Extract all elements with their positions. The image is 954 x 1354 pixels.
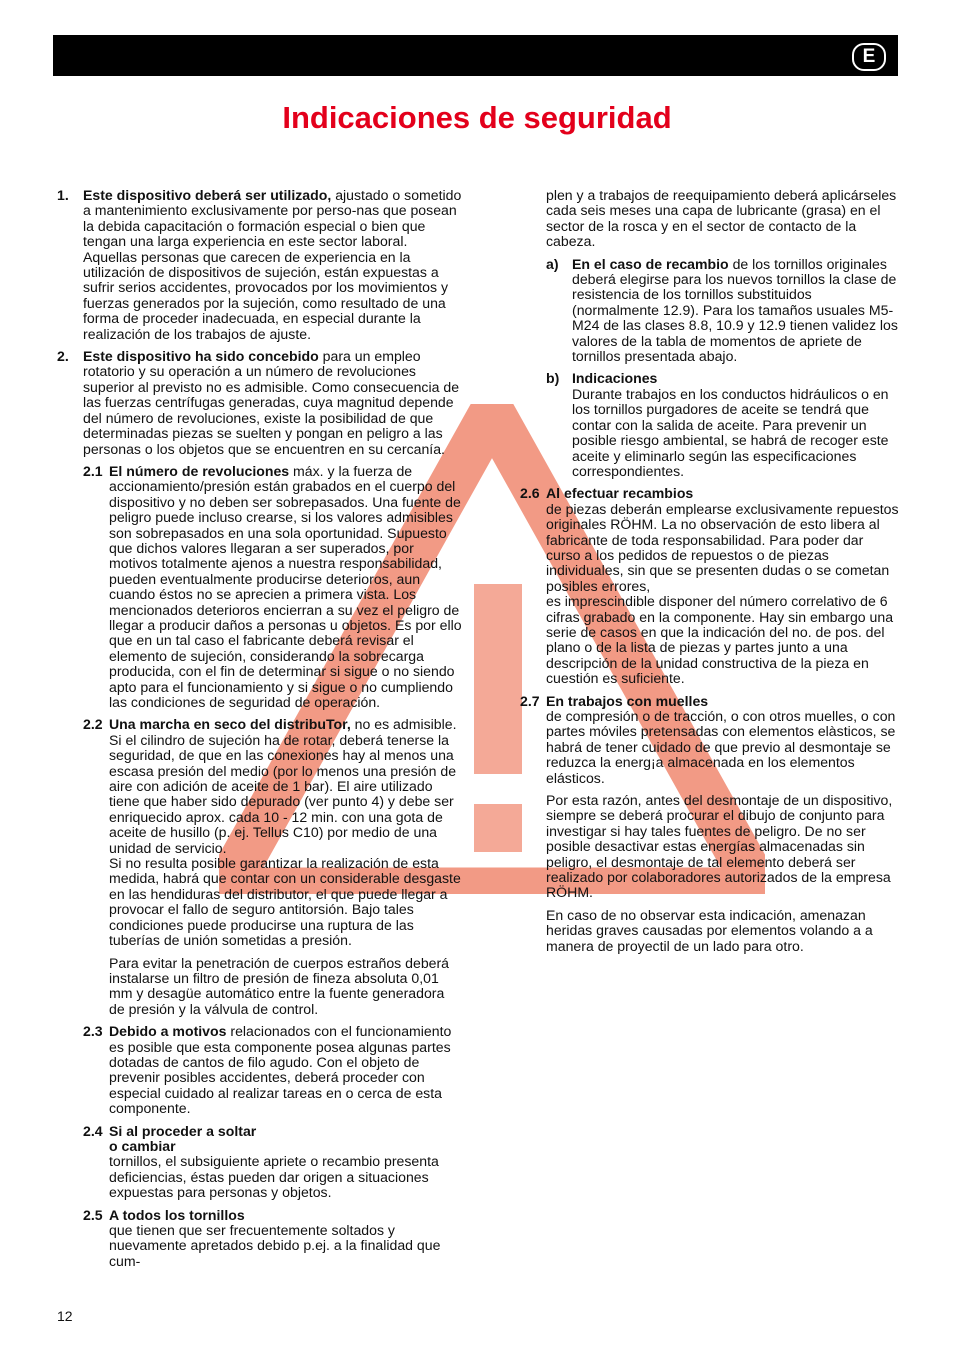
section-text: de compresión o de tracción, o con otros muelles, o con partes móviles pretensadas con elementos elàsticos, se habrá de tener cuidado de que previo al desmontaje se reduzca la energ¡a almacenada en los elementos elásticos.: [546, 708, 896, 786]
section-text: de piezas deberán emplearse exclusivamente repuestos originales RÖHM. La no observación de esto libera al fabricante de toda responsabilidad. Para poder dar curso a los pedidos de repuestos o de piezas individuales, sin que se presenten dudas o se cometan posibles errores,: [546, 500, 899, 594]
section-text: Por esta razón, antes del desmontaje de un dispositivo, siempre se deberá procurar el dibujo de conjunto para investigar si hay tales fuentes de peligro. De no ser posible desactivar estas energías almacenadas sin peligro, el desmontaje de tal elemento deberá ser realizado por colaboradores autorizados de la empresa RÖHM.: [546, 792, 893, 901]
section-text: máx. y la fuerza de accionamiento/presión están grabados en el cuerpo del dispositivo y no deben ser sobrepasados. Una fuente de peligro puede incluso crearse, si los valores admisibles son sobrepasados en una sola oportunidad. Supuesto que dichos valores llegaran a ser superados, por motivos totalmente ajenos a nuestra responsabilidad, pueden eventualmente producirse deterioros, aun cuando éstos no se aprecien a primera vista. Los mencionados deterioros encierran a su vez el peligro de llegar a producir daños a personas u objetos. Es por ello que en un tal caso el fabricante deberá revisar el elemento de sujeción, considerando la sobrecarga producida, con el fin de determinar si sigue o no siendo apto para el funcionamiento y si sigue o no cumpliendo las condiciones de seguridad de operación.: [109, 462, 462, 710]
section-2: [57, 349, 463, 457]
section-heading: Este dispositivo deberá ser utilizado,: [83, 187, 332, 203]
section-text: ajustado o sometido a mantenimiento exclusivamente por perso-nas que posean la debida capacitación o formación especial o bien que tengan una larga experiencia en este sector laboral. Aquellas personas que carecen de experiencia en la utilización de dispositivos de sujeción, están expuestas a sufrir serios accidentes, provocados por los movimientos y fuerzas generados por la sujeción, como resultado de una forma de proceder inadecuada, en especial durante la realización de los trabajos de ajuste.: [83, 187, 462, 342]
section-heading: A todos los tornillos: [109, 1206, 245, 1223]
section-text: para un empleo rotatorio y su operación a un número de revoluciones superior al previsto no es admisible. Como consecuencia de las fuerzas centrífugas generadas, cuya magnitud depende del número de revoluciones, existe la posibilidad de que determinadas piezas se suelten y pongan en peligro a las personas o los objetos que se encuentren en su cercanía.: [83, 348, 460, 457]
section-2-6: [520, 486, 900, 686]
section-text: de los tornillos originales deberá elegirse para los nuevos tornillos la clase de resistencia de los tornillos substituidos (normalmente 12.9). Para los tamaños usuales M5-M24 de las clases 8.8, 10.9 y 12.9 tienen validez los valores de la tabla de momentos de apriete de tornillos presentada abajo.: [572, 255, 898, 365]
page-title: Indicaciones de seguridad: [282, 100, 672, 135]
section-number: 2.4: [83, 1122, 103, 1139]
section-number: a): [546, 255, 559, 272]
page-number: 12: [57, 1308, 73, 1324]
section-heading: Si al proceder a soltar: [109, 1122, 257, 1139]
subsection-a: [520, 257, 900, 365]
section-text: Para evitar la penetración de cuerpos estraños deberá instalarse un filtro de presión de fineza absoluta 0,01 mm y desagüe automático entre la fuente generadora de presión y la válvula de control.: [109, 954, 450, 1017]
section-number: b): [546, 370, 560, 387]
section-heading: El número de revoluciones: [109, 462, 290, 479]
section-text: es imprescindible disponer del número correlativo de 6 cifras grabado en la componente. Hay sin embargo una serie de casos en que la indicación del no. de pos. del plano o de la lista de piezas y partes junto a una descripción de la unidad constructiva de la pieza en cuestión es suficiente.: [546, 593, 894, 687]
section-heading: Debido a motivos: [109, 1023, 227, 1040]
section-text: Durante trabajos en los conductos hidráulicos o en los tornillos purgadores de aceite se tendrá que contar con la salida de aceite. Para prevenir un posible riesgo ambiental, se habrá de recoger este aceite y eliminarlo según las especificaciones correspondientes.: [572, 385, 889, 479]
section-text: no es admisible. Si el cilindro de sujeción ha de rotar, deberá tenerse la seguridad, de que en las conexiones hay al menos una escasa presión del medio (por lo menos una presión de aire con adición de aceite de 1 bar). El aire utilizado tiene que haber sido depurado (ver punto 4) y debe ser enriquecido aprox. cada 10 - 12 min. con una gota de aceite de husillo (p. ej. Tellus C10) por medio de una unidad de servicio.: [109, 716, 457, 856]
section-1: [57, 188, 463, 342]
section-2-5: [57, 1208, 463, 1270]
section-number: 2.: [57, 348, 69, 365]
left-column: [57, 188, 463, 1276]
header-bar: [53, 35, 898, 76]
section-2-2: [57, 717, 463, 1017]
section-heading: Una marcha en seco del distribuTor,: [109, 716, 351, 733]
section-number: 2.3: [83, 1023, 103, 1040]
section-heading: Al efectuar recambios: [546, 485, 694, 502]
section-heading: o cambiar: [109, 1137, 176, 1154]
section-text: Si no resulta posible garantizar la realización de esta medida, habrá que contar con un considerable desgaste en las hendiduras del distributor, el que puede llegar a provocar el fallo de seguro antitorsión. Bajo tales condiciones puede producirse una ruptura de las tuberías de unión sometidas a presión.: [109, 855, 461, 949]
section-number: 2.2: [83, 716, 103, 733]
section-heading: En trabajos con muelles: [546, 692, 709, 709]
section-text: En caso de no observar esta indicación, amenazan heridas graves causadas por elementos volando a a manera de proyectil de un lado para otro.: [546, 906, 873, 954]
section-2-3: [57, 1024, 463, 1116]
section-text: que tienen que ser frecuentemente soltados y nuevamente apretados debido p.ej. a la finalidad que cum-: [109, 1222, 441, 1269]
section-text: plen y a trabajos de reequipamiento deberá aplicárseles cada seis meses una capa de lubricante (grasa) en el sector de la rosca y en el sector de contacto de la cabeza.: [546, 187, 897, 250]
right-column: [520, 188, 900, 961]
language-badge: E: [852, 43, 886, 71]
section-2-1: [57, 464, 463, 711]
section-heading: Indicaciones: [572, 370, 658, 387]
section-2-4: [57, 1124, 463, 1201]
section-heading: Este dispositivo ha sido concebido: [83, 348, 319, 365]
section-number: 2.1: [83, 462, 103, 479]
section-text: tornillos, el subsiguiente apriete o recambio presenta deficiencias, éstas pueden dar origen a situaciones expuestas para personas y objetos.: [109, 1153, 439, 1201]
section-number: 2.7: [520, 692, 540, 709]
section-number: 2.5: [83, 1206, 103, 1223]
section-number: 2.6: [520, 485, 540, 502]
section-heading: En el caso de recambio: [572, 255, 729, 272]
section-text: relacionados con el funcionamiento es posible que esta componente posea algunas partes dotadas de cantos de filo agudo. Con el objeto de prevenir posibles accidentes, deberá proceder con especial cuidado al realizar tareas en o cerca de esta componente.: [109, 1023, 452, 1117]
subsection-b: [520, 371, 900, 479]
section-2-7: [520, 694, 900, 955]
section-number: 1.: [57, 187, 69, 203]
